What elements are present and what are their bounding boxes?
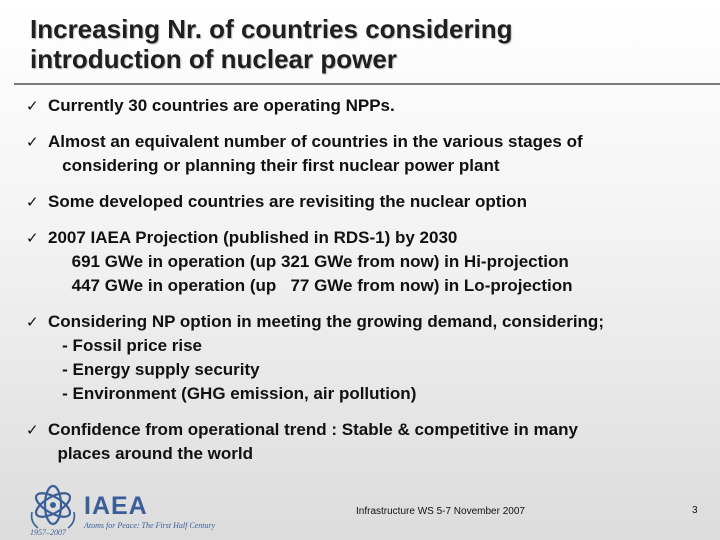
bullet-line: Confidence from operational trend : Stable & competitive in many — [48, 420, 578, 439]
bullet-item — [26, 94, 716, 118]
bullet-list — [26, 94, 716, 478]
iaea-logo — [26, 482, 256, 538]
bullet-item — [26, 190, 716, 214]
logo-wordmark: IAEA — [84, 492, 148, 520]
bullet-line: Some developed countries are revisiting the nuclear option — [48, 192, 527, 211]
bullet-line: 691 GWe in operation (up 321 GWe from now) in Hi-projection — [48, 252, 569, 271]
bullet-line: 2007 IAEA Projection (published in RDS-1) by 2030 — [48, 228, 458, 247]
checkmark-icon: ✓ — [26, 193, 39, 211]
bullet-line: - Energy supply security — [48, 360, 260, 379]
bullet-line: Almost an equivalent number of countries in the various stages of — [48, 132, 583, 151]
checkmark-icon: ✓ — [26, 97, 39, 115]
checkmark-icon: ✓ — [26, 229, 39, 247]
bullet-line: Currently 30 countries are operating NPPs. — [48, 96, 395, 115]
bullet-item — [26, 310, 716, 406]
bullet-item — [26, 226, 716, 298]
page-number: 3 — [692, 505, 698, 516]
footer-event: Infrastructure WS 5-7 November 2007 — [356, 506, 525, 517]
bullet-line: places around the world — [48, 444, 253, 463]
logo-years: 1957–2007 — [30, 528, 66, 537]
bullet-line: - Fossil price rise — [48, 336, 203, 355]
bullet-line: considering or planning their first nuclear power plant — [48, 156, 500, 175]
checkmark-icon: ✓ — [26, 313, 39, 331]
bullet-line: 447 GWe in operation (up 77 GWe from now) in Lo-projection — [48, 276, 573, 295]
bullet-item — [26, 418, 716, 466]
title-line-2: introduction of nuclear power — [30, 44, 397, 74]
atom-emblem-icon — [28, 482, 78, 530]
bullet-line: - Environment (GHG emission, air pollution) — [48, 384, 417, 403]
title-divider — [14, 83, 720, 85]
slide-title — [30, 14, 690, 74]
bullet-line: Considering NP option in meeting the growing demand, considering; — [48, 312, 604, 331]
logo-tagline: Atoms for Peace: The First Half Century — [84, 521, 216, 530]
bullet-item — [26, 130, 716, 178]
title-line-1: Increasing Nr. of countries considering — [30, 14, 513, 44]
checkmark-icon: ✓ — [26, 421, 39, 439]
checkmark-icon: ✓ — [26, 133, 39, 151]
